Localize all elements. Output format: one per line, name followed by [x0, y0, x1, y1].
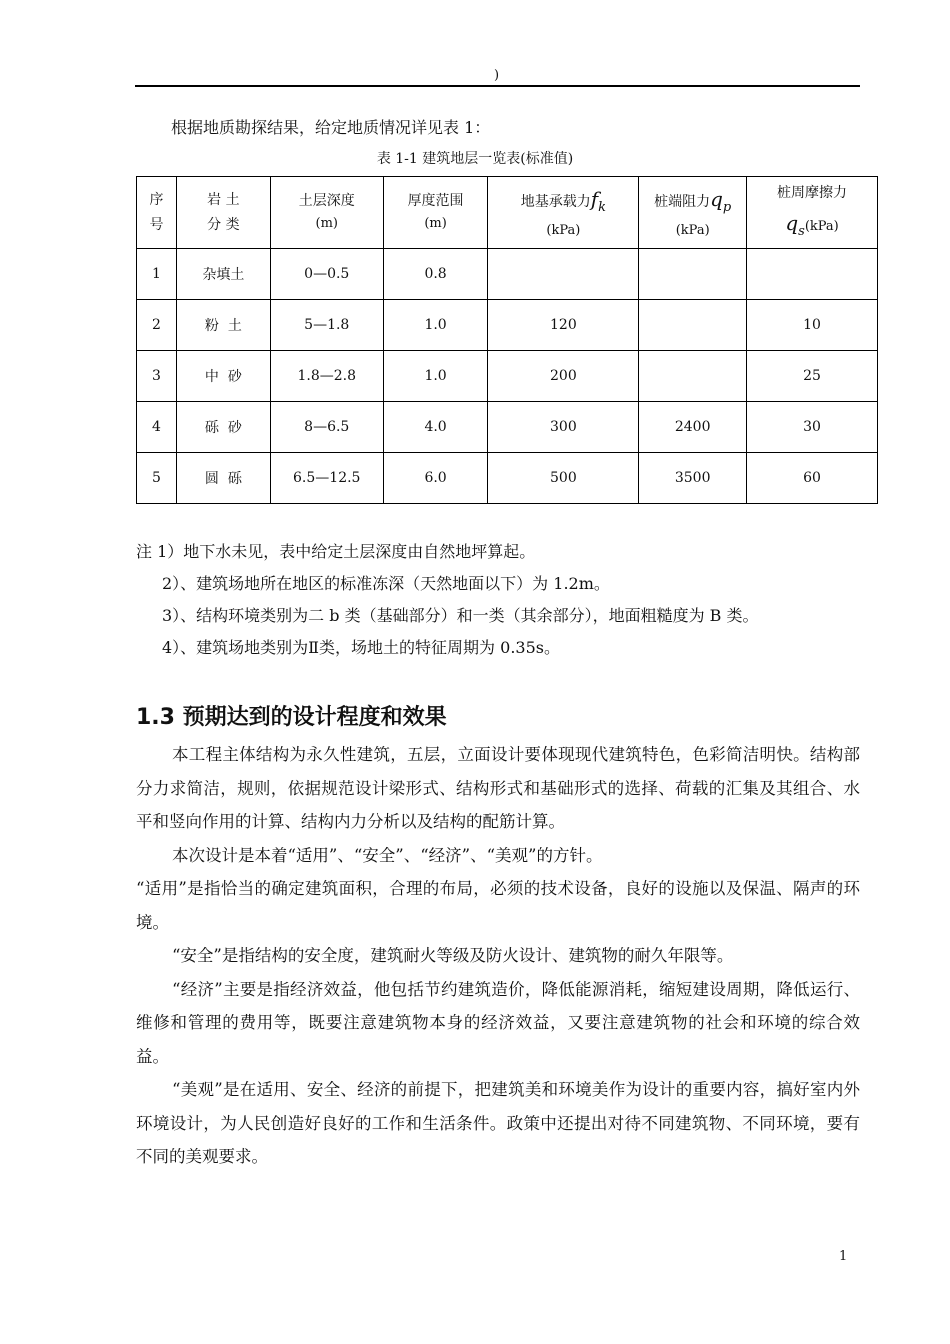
cell-type: 圆 砾 [176, 453, 270, 504]
cell-fk: 200 [488, 351, 639, 402]
header-mark: ) [494, 68, 500, 83]
page-number: 1 [839, 1249, 848, 1264]
cell-no: 4 [137, 402, 177, 453]
table-caption: 表 1-1 建筑地层一览表(标准值) [376, 151, 574, 167]
paragraph: 本次设计是本着“适用”、“安全”、“经济”、“美观”的方针。 [172, 845, 603, 865]
table-row [137, 351, 878, 402]
header-no-line2: 号 [149, 216, 164, 233]
intro-text: 根据地质勘探结果，给定地质情况详见表 1： [171, 118, 491, 137]
cell-thick: 4.0 [383, 402, 488, 453]
cell-thick: 1.0 [383, 300, 488, 351]
header-bearing-capacity [488, 177, 639, 249]
header-depth-unit: (m) [315, 216, 338, 232]
paragraph: “适用”是指恰当的确定建筑面积，合理的布局，必须的技术设备，良好的设施以及保温、隔声的环境。 [136, 879, 860, 932]
cell-thick: 0.8 [383, 249, 488, 300]
cell-qp [639, 249, 747, 300]
table-row [137, 249, 878, 300]
cell-qp [639, 351, 747, 402]
table-row [137, 402, 878, 453]
cell-thick: 1.0 [383, 351, 488, 402]
header-no [137, 177, 177, 249]
cell-depth: 8—6.5 [270, 402, 383, 453]
header-thickness [383, 177, 488, 249]
cell-no: 2 [137, 300, 177, 351]
symbol-f [590, 187, 607, 216]
header-type-line1: 岩 土 [207, 192, 240, 208]
header-thick-label: 厚度范围 [407, 192, 464, 209]
header-no-line1: 序 [149, 192, 164, 208]
soil-layer-table [136, 176, 878, 504]
table-header-row [137, 177, 878, 249]
cell-type: 砾 砂 [176, 402, 270, 453]
section-heading: 1.3 预期达到的设计程度和效果 [136, 705, 447, 730]
symbol-f-letter: f [590, 187, 599, 212]
cell-fk: 120 [488, 300, 639, 351]
symbol-f-sub: k [598, 200, 607, 216]
cell-depth: 0—0.5 [270, 249, 383, 300]
header-qp-unit: (kPa) [675, 223, 710, 238]
paragraph: 本工程主体结构为永久性建筑，五层，立面设计要体现现代建筑特色，色彩简洁明快。结构部分力求简洁，规则，依据规范设计梁形式、结构形式和基础形式的选择、荷载的汇集及其组合、水平和竖向作用的计算、结构内力分析以及结构的配筋计算。 [136, 745, 860, 831]
header-rule [135, 85, 860, 87]
symbol-qs-letter: q [785, 210, 799, 235]
table-row [137, 453, 878, 504]
header-side-friction [747, 177, 878, 249]
cell-fk [488, 249, 639, 300]
cell-depth: 5—1.8 [270, 300, 383, 351]
cell-qp [639, 300, 747, 351]
header-depth [270, 177, 383, 249]
header-thick-unit: (m) [424, 216, 447, 232]
symbol-qs [785, 210, 805, 239]
header-fk-unit: (kPa) [546, 223, 581, 238]
cell-depth: 6.5—12.5 [270, 453, 383, 504]
cell-qs: 10 [747, 300, 878, 351]
table-notes [136, 536, 860, 664]
cell-qs: 25 [747, 351, 878, 402]
cell-thick: 6.0 [383, 453, 488, 504]
paragraph: “经济”主要是指经济效益，他包括节约建筑造价，降低能源消耗，缩短建设周期，降低运行、维修和管理的费用等，既要注意建筑物本身的经济效益，又要注意建筑物的社会和环境的综合效益。 [136, 979, 860, 1066]
cell-qs: 60 [747, 453, 878, 504]
header-qs-unit: (kPa) [804, 218, 839, 234]
header-soil-type [176, 177, 270, 249]
header-qp-label: 桩端阻力 [654, 194, 711, 211]
paragraph: “安全”是指结构的安全度，建筑耐火等级及防火设计、建筑物的耐久年限等。 [172, 946, 734, 965]
cell-qp: 2400 [639, 402, 747, 453]
cell-type: 粉 土 [176, 300, 270, 351]
cell-type: 中 砂 [176, 351, 270, 402]
symbol-qp-letter: q [710, 187, 723, 212]
header-fk-label: 地基承载力 [520, 194, 591, 211]
header-type-line2: 分 类 [207, 216, 240, 233]
cell-type: 杂填土 [176, 249, 270, 300]
header-depth-label: 土层深度 [298, 192, 355, 209]
cell-qs [747, 249, 878, 300]
cell-no: 3 [137, 351, 177, 402]
note-2: 2）、建筑场地所在地区的标准冻深（天然地面以下）为 1.2m。 [162, 574, 610, 593]
note-1: 注 1）地下水未见，表中给定土层深度由自然地坪算起。 [136, 542, 536, 561]
note-3: 3）、结构环境类别为二 b 类（基础部分）和一类（其余部分），地面粗糙度为 B 类。 [162, 606, 759, 625]
cell-fk: 300 [488, 402, 639, 453]
paragraph: “美观”是在适用、安全、经济的前提下，把建筑美和环境美作为设计的重要内容，搞好室内外环境设计，为人民创造好良好的工作和生活条件。政策中还提出对待不同建筑物、不同环境，要有不同的美观要求。 [136, 1080, 860, 1166]
cell-qp: 3500 [639, 453, 747, 504]
cell-depth: 1.8—2.8 [270, 351, 383, 402]
symbol-qs-sub: s [798, 223, 805, 239]
cell-qs: 30 [747, 402, 878, 453]
symbol-qp [710, 187, 732, 216]
header-qs-label: 桩周摩擦力 [777, 185, 848, 202]
cell-no: 1 [137, 249, 177, 300]
section-body [136, 738, 860, 1174]
cell-no: 5 [137, 453, 177, 504]
cell-fk: 500 [488, 453, 639, 504]
symbol-qp-sub: p [722, 200, 732, 216]
note-4: 4）、建筑场地类别为Ⅱ类，场地土的特征周期为 0.35s。 [162, 638, 560, 657]
table-row [137, 300, 878, 351]
header-tip-resistance [639, 177, 747, 249]
